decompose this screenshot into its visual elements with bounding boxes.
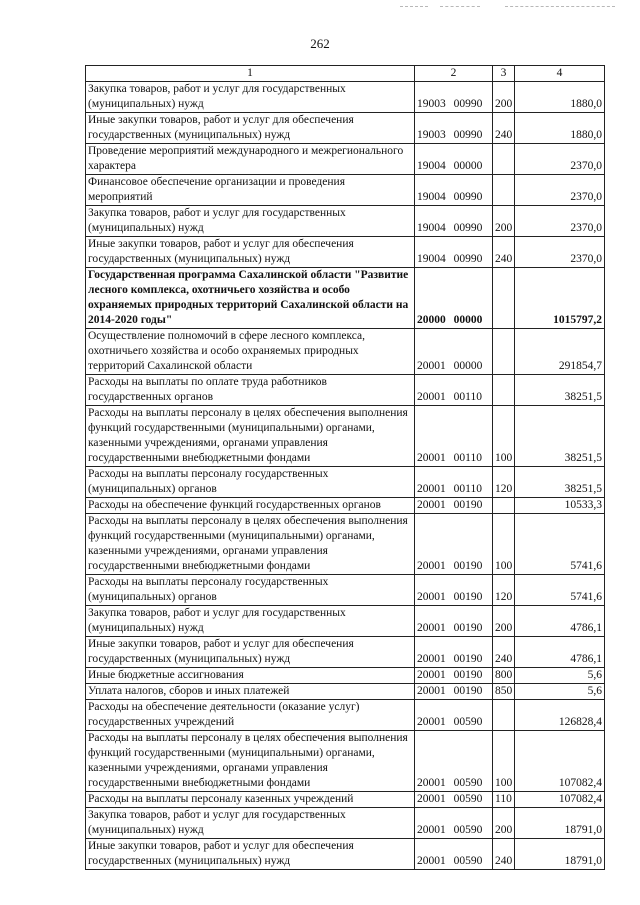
table-row <box>86 668 605 684</box>
row-expense-type-cell: 200 <box>493 82 515 113</box>
budget-table-body <box>86 66 605 870</box>
row-code-cell: 20001 00190 <box>415 606 493 637</box>
row-code-cell: 20001 00190 <box>415 575 493 606</box>
row-amount-cell: 5,6 <box>515 668 605 684</box>
column-header: 2 <box>415 66 493 82</box>
row-amount-cell: 2370,0 <box>515 144 605 175</box>
row-expense-type-cell: 240 <box>493 113 515 144</box>
row-code-cell: 19004 00990 <box>415 237 493 268</box>
budget-table <box>85 65 605 870</box>
row-expense-type-cell <box>493 144 515 175</box>
table-row <box>86 82 605 113</box>
table-row <box>86 237 605 268</box>
table-row <box>86 575 605 606</box>
row-name-cell: Расходы на выплаты по оплате труда работников государственных органов <box>86 375 415 406</box>
row-name-cell: Расходы на обеспечение деятельности (оказание услуг) государственных учреждений <box>86 700 415 731</box>
row-name-cell: Проведение мероприятий международного и межрегионального характера <box>86 144 415 175</box>
row-code-cell: 20001 00190 <box>415 637 493 668</box>
page-number: 262 <box>310 36 330 51</box>
row-code-cell: 20001 00000 <box>415 329 493 375</box>
row-expense-type-cell: 120 <box>493 467 515 498</box>
row-amount-cell: 5,6 <box>515 684 605 700</box>
row-amount-cell: 291854,7 <box>515 329 605 375</box>
row-name-cell: Расходы на выплаты персоналу в целях обеспечения выполнения функций государственными (муниципальными) органами, казенными учреждениями, органами управления государственными внебюджетными фондами <box>86 731 415 792</box>
row-code-cell: 20001 00590 <box>415 700 493 731</box>
row-code-cell: 20001 00110 <box>415 406 493 467</box>
table-row <box>86 467 605 498</box>
table-row <box>86 175 605 206</box>
table-row <box>86 731 605 792</box>
row-expense-type-cell: 240 <box>493 839 515 870</box>
row-amount-cell: 1015797,2 <box>515 268 605 329</box>
row-amount-cell: 5741,6 <box>515 514 605 575</box>
row-name-cell: Финансовое обеспечение организации и проведения мероприятий <box>86 175 415 206</box>
column-header: 3 <box>493 66 515 82</box>
row-code-cell: 19003 00990 <box>415 82 493 113</box>
row-expense-type-cell: 200 <box>493 808 515 839</box>
row-expense-type-cell <box>493 498 515 514</box>
row-name-cell: Закупка товаров, работ и услуг для государственных (муниципальных) нужд <box>86 808 415 839</box>
table-header-row <box>86 66 605 82</box>
row-code-cell: 20001 00190 <box>415 684 493 700</box>
table-row <box>86 375 605 406</box>
table-row <box>86 329 605 375</box>
row-expense-type-cell <box>493 175 515 206</box>
row-amount-cell: 38251,5 <box>515 375 605 406</box>
table-row <box>86 684 605 700</box>
row-code-cell: 20001 00190 <box>415 514 493 575</box>
row-name-cell: Расходы на обеспечение функций государственных органов <box>86 498 415 514</box>
row-amount-cell: 4786,1 <box>515 606 605 637</box>
row-name-cell: Осуществление полномочий в сфере лесного комплекса, охотничьего хозяйства и особо охраняемых природных территорий Сахалинской области <box>86 329 415 375</box>
row-name-cell: Иные закупки товаров, работ и услуг для обеспечения государственных (муниципальных) нужд <box>86 113 415 144</box>
row-name-cell: Закупка товаров, работ и услуг для государственных (муниципальных) нужд <box>86 206 415 237</box>
row-expense-type-cell: 100 <box>493 731 515 792</box>
row-amount-cell: 5741,6 <box>515 575 605 606</box>
row-name-cell: Иные закупки товаров, работ и услуг для обеспечения государственных (муниципальных) нужд <box>86 237 415 268</box>
row-expense-type-cell: 100 <box>493 514 515 575</box>
row-code-cell: 20001 00190 <box>415 498 493 514</box>
column-header: 1 <box>86 66 415 82</box>
row-name-cell: Расходы на выплаты персоналу государственных (муниципальных) органов <box>86 575 415 606</box>
row-amount-cell: 1880,0 <box>515 82 605 113</box>
row-amount-cell: 38251,5 <box>515 467 605 498</box>
row-code-cell: 20001 00110 <box>415 467 493 498</box>
row-expense-type-cell <box>493 268 515 329</box>
row-amount-cell: 107082,4 <box>515 731 605 792</box>
table-row <box>86 206 605 237</box>
row-amount-cell: 2370,0 <box>515 237 605 268</box>
row-code-cell: 19003 00990 <box>415 113 493 144</box>
row-amount-cell: 107082,4 <box>515 792 605 808</box>
row-code-cell: 19004 00000 <box>415 144 493 175</box>
row-name-cell: Расходы на выплаты персоналу в целях обеспечения выполнения функций государственными (муниципальными) органами, казенными учреждениями, органами управления государственными внебюджетными фондами <box>86 514 415 575</box>
row-name-cell: Иные закупки товаров, работ и услуг для обеспечения государственных (муниципальных) нужд <box>86 839 415 870</box>
row-amount-cell: 18791,0 <box>515 839 605 870</box>
row-code-cell: 20001 00590 <box>415 808 493 839</box>
scan-mark <box>440 6 480 7</box>
table-row <box>86 637 605 668</box>
row-code-cell: 19004 00990 <box>415 175 493 206</box>
row-expense-type-cell: 200 <box>493 206 515 237</box>
row-name-cell: Расходы на выплаты персоналу в целях обеспечения выполнения функций государственными (муниципальными) органами, казенными учреждениями, органами управления государственными внебюджетными фондами <box>86 406 415 467</box>
row-amount-cell: 18791,0 <box>515 808 605 839</box>
row-expense-type-cell <box>493 375 515 406</box>
row-code-cell: 20001 00590 <box>415 792 493 808</box>
scan-mark <box>400 6 428 7</box>
row-amount-cell: 2370,0 <box>515 206 605 237</box>
row-amount-cell: 2370,0 <box>515 175 605 206</box>
table-row <box>86 606 605 637</box>
row-amount-cell: 38251,5 <box>515 406 605 467</box>
row-expense-type-cell: 240 <box>493 637 515 668</box>
row-name-cell: Иные бюджетные ассигнования <box>86 668 415 684</box>
scan-mark <box>505 6 615 7</box>
table-row <box>86 498 605 514</box>
row-name-cell: Закупка товаров, работ и услуг для государственных (муниципальных) нужд <box>86 606 415 637</box>
table-row <box>86 514 605 575</box>
row-expense-type-cell: 100 <box>493 406 515 467</box>
row-name-cell: Расходы на выплаты персоналу казенных учреждений <box>86 792 415 808</box>
table-row <box>86 700 605 731</box>
row-name-cell: Закупка товаров, работ и услуг для государственных (муниципальных) нужд <box>86 82 415 113</box>
row-code-cell: 20001 00190 <box>415 668 493 684</box>
row-code-cell: 20001 00110 <box>415 375 493 406</box>
row-expense-type-cell: 200 <box>493 606 515 637</box>
row-name-cell: Уплата налогов, сборов и иных платежей <box>86 684 415 700</box>
row-amount-cell: 126828,4 <box>515 700 605 731</box>
row-code-cell: 20000 00000 <box>415 268 493 329</box>
row-amount-cell: 1880,0 <box>515 113 605 144</box>
row-amount-cell: 10533,3 <box>515 498 605 514</box>
table-row <box>86 406 605 467</box>
row-amount-cell: 4786,1 <box>515 637 605 668</box>
row-name-cell: Иные закупки товаров, работ и услуг для обеспечения государственных (муниципальных) нужд <box>86 637 415 668</box>
row-expense-type-cell: 850 <box>493 684 515 700</box>
row-expense-type-cell: 120 <box>493 575 515 606</box>
row-code-cell: 19004 00990 <box>415 206 493 237</box>
row-expense-type-cell: 800 <box>493 668 515 684</box>
table-row <box>86 144 605 175</box>
row-expense-type-cell <box>493 329 515 375</box>
row-name-cell: Государственная программа Сахалинской области "Развитие лесного комплекса, охотничьего хозяйства и особо охраняемых природных территорий Сахалинской области на 2014-2020 годы" <box>86 268 415 329</box>
row-code-cell: 20001 00590 <box>415 731 493 792</box>
row-name-cell: Расходы на выплаты персоналу государственных (муниципальных) органов <box>86 467 415 498</box>
column-header: 4 <box>515 66 605 82</box>
table-row <box>86 113 605 144</box>
table-row <box>86 808 605 839</box>
table-row <box>86 839 605 870</box>
row-expense-type-cell: 240 <box>493 237 515 268</box>
row-expense-type-cell: 110 <box>493 792 515 808</box>
row-code-cell: 20001 00590 <box>415 839 493 870</box>
table-row <box>86 268 605 329</box>
table-row <box>86 792 605 808</box>
row-expense-type-cell <box>493 700 515 731</box>
